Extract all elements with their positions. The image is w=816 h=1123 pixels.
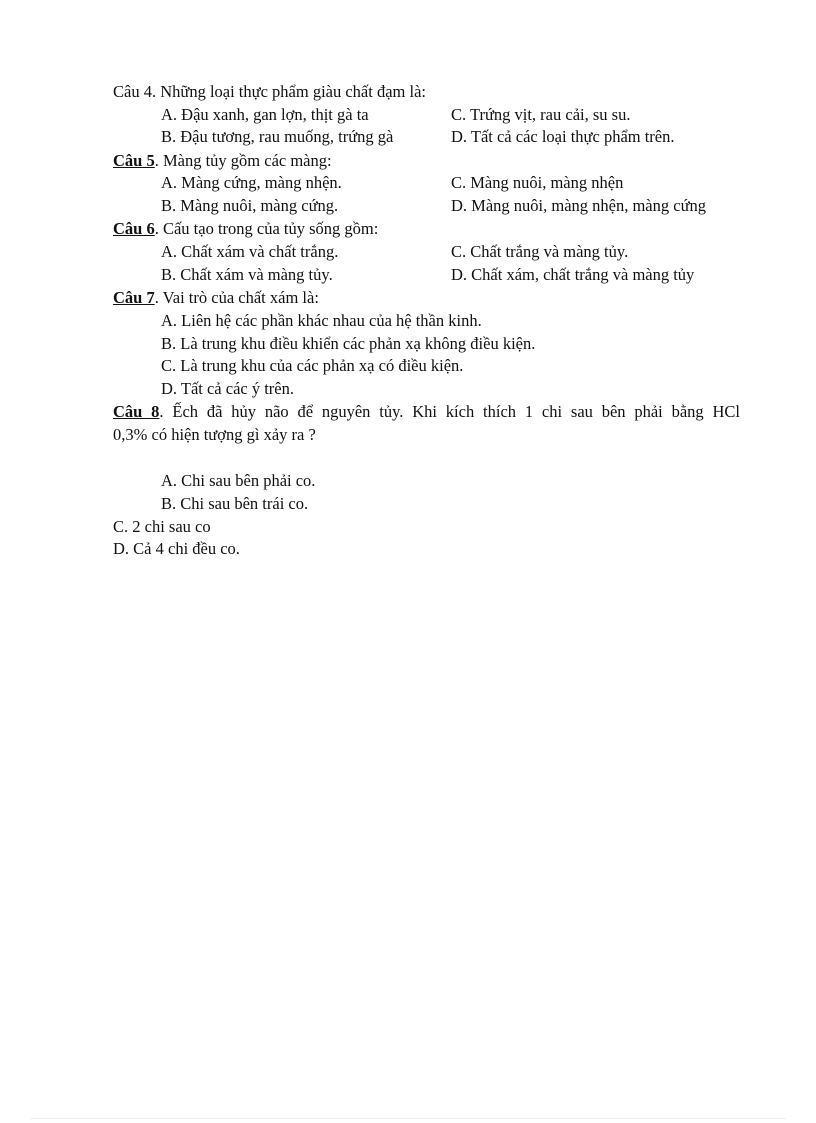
question-5-label: Câu 5 [113, 151, 155, 170]
question-6-option-d: D. Chất xám, chất trắng và màng tủy [451, 265, 695, 284]
question-7-stem [113, 287, 319, 309]
question-5-option-d: D. Màng nuôi, màng nhện, màng cứng [451, 196, 707, 215]
question-8-option-b: B. Chi sau bên trái co. [161, 494, 309, 513]
question-4-option-a: A. Đậu xanh, gan lợn, thịt gà ta [161, 105, 369, 124]
question-8-option-c: C. 2 chi sau co [113, 517, 211, 536]
question-6-label: Câu 6 [113, 219, 155, 238]
question-8-option-a: A. Chi sau bên phải co. [161, 471, 316, 490]
question-5-stem [113, 150, 332, 172]
question-5-option-b: B. Màng nuôi, màng cứng. [161, 196, 339, 215]
question-4-option-d: D. Tất cả các loại thực phẩm trên. [451, 127, 675, 146]
question-7-option-b: B. Là trung khu điều khiển các phản xạ không điều kiện. [161, 334, 536, 353]
question-6-option-c: C. Chất trắng và màng tủy. [451, 242, 629, 261]
question-7-option-d: D. Tất cả các ý trên. [161, 379, 294, 398]
question-8-label: Câu 8 [113, 402, 160, 421]
question-4-option-c: C. Trứng vịt, rau cải, su su. [451, 105, 631, 124]
question-8-stem-line-1 [113, 401, 740, 423]
question-7-option-c: C. Là trung khu của các phản xạ có điều kiện. [161, 356, 464, 375]
question-6-stem [113, 218, 378, 240]
question-5-option-c: C. Màng nuôi, màng nhện [451, 173, 624, 192]
question-8-option-d: D. Cả 4 chi đều co. [113, 539, 240, 558]
question-5-option-a: A. Màng cứng, màng nhện. [161, 173, 342, 192]
question-5-text: . Màng tủy gồm các màng: [154, 151, 332, 170]
page-bottom-edge [30, 1118, 786, 1119]
question-7-label: Câu 7 [113, 288, 155, 307]
question-6-option-a: A. Chất xám và chất trắng. [161, 242, 339, 261]
question-7-option-a: A. Liên hệ các phần khác nhau của hệ thần kinh. [161, 311, 482, 330]
question-6-text: . Cấu tạo trong của tủy sống gồm: [154, 219, 379, 238]
question-4-option-b: B. Đậu tương, rau muống, trứng gà [161, 127, 394, 146]
question-8-text-line-1: . Ếch đã hủy não để nguyên tủy. Khi kích thích 1 chi sau bên phải bằng HCl [159, 402, 740, 421]
question-6-option-b: B. Chất xám và màng tủy. [161, 265, 333, 284]
question-4-stem: Câu 4. Những loại thực phẩm giàu chất đạm là: [113, 82, 426, 101]
question-7-text: . Vai trò của chất xám là: [154, 288, 319, 307]
question-8-stem-line-2: 0,3% có hiện tượng gì xảy ra ? [113, 425, 316, 444]
